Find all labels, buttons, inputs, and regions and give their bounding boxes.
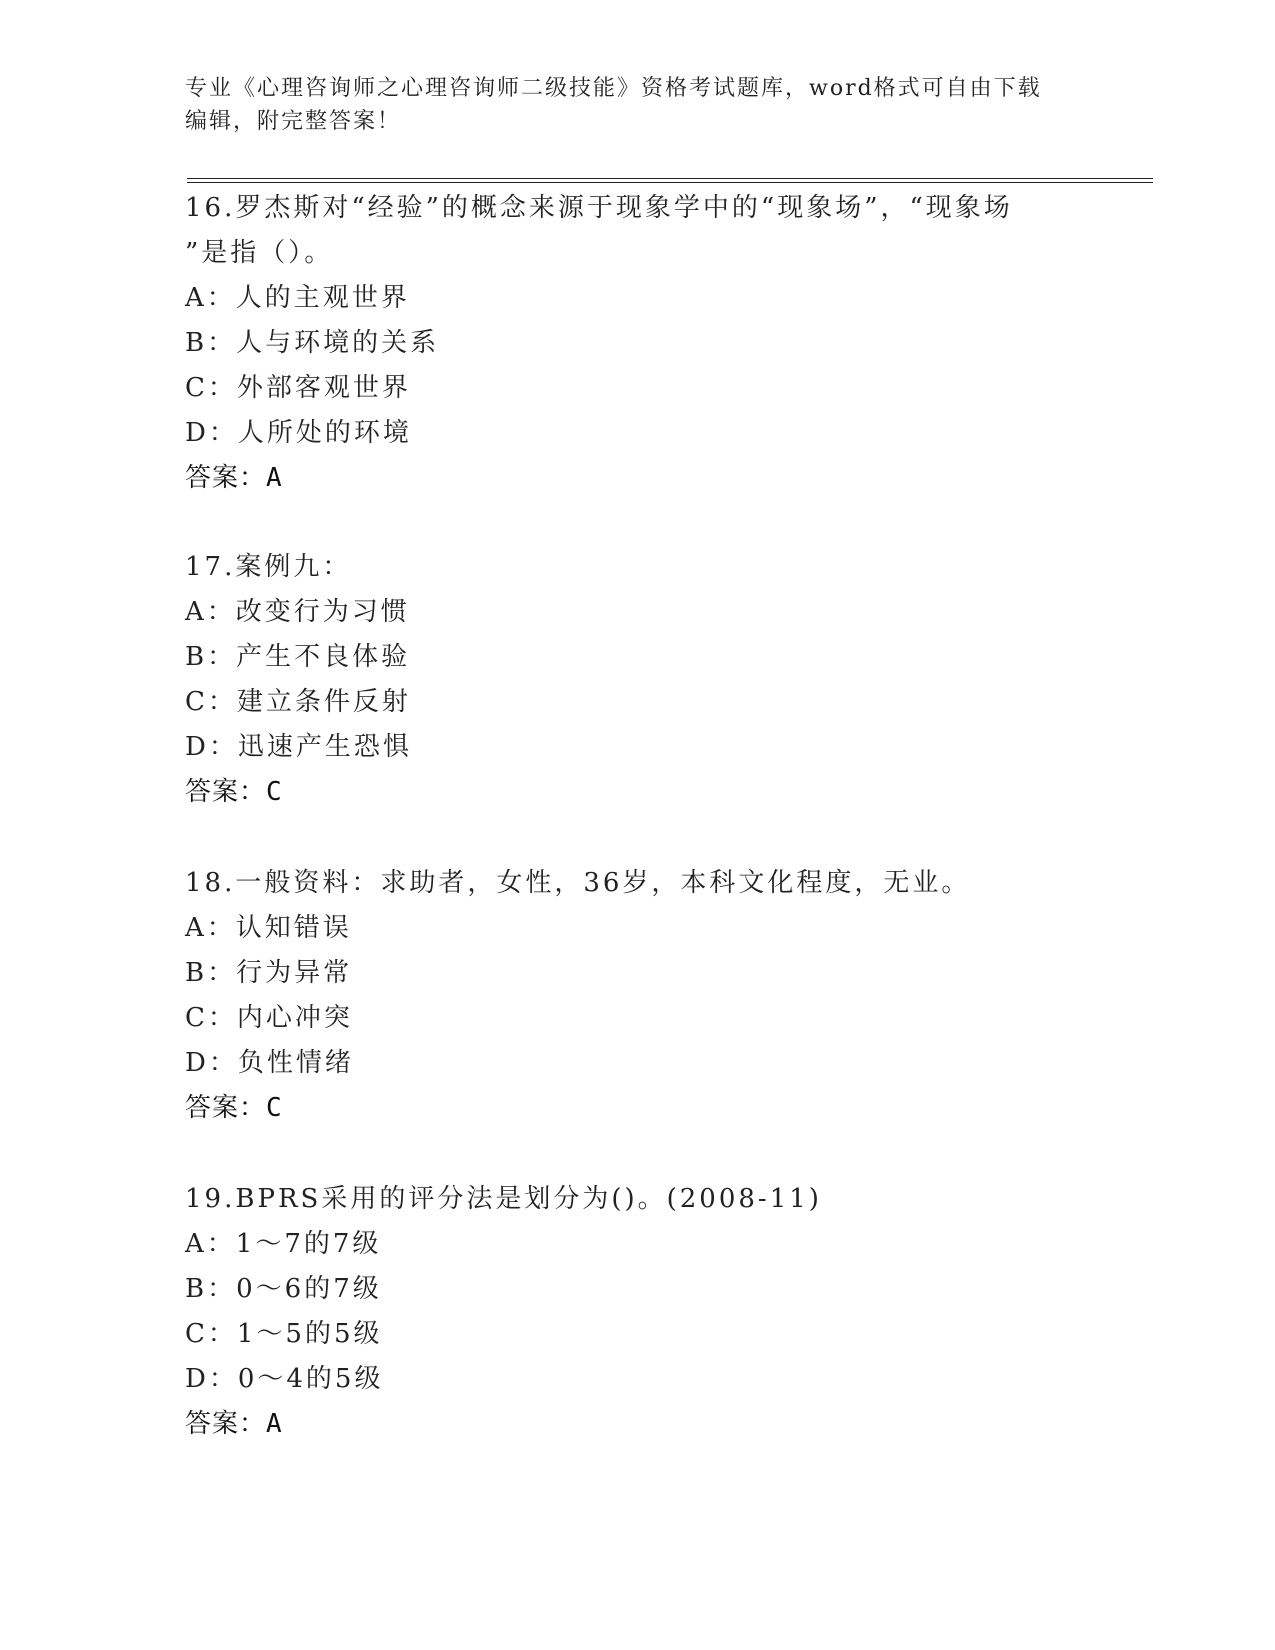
- question-stem: 19.BPRS采用的评分法是划分为()。(2008-11): [185, 1184, 822, 1214]
- option-c: C：建立条件反射: [185, 687, 411, 717]
- question-19: [185, 1177, 1085, 1447]
- option-a: A：改变行为习惯: [185, 597, 410, 627]
- option-a: A：认知错误: [185, 913, 352, 943]
- answer-label: 答案：A: [185, 1409, 283, 1439]
- option-d: D：负性情绪: [185, 1048, 354, 1078]
- document-header: [185, 72, 1065, 138]
- header-line-2: 编辑，附完整答案！: [185, 109, 402, 134]
- option-c: C：内心冲突: [185, 1003, 353, 1033]
- question-16: [185, 186, 1085, 501]
- header-divider-bottom: [187, 182, 1153, 183]
- question-stem: 17.案例九：: [185, 552, 352, 582]
- question-stem: 18.一般资料：求助者，女性，36岁，本科文化程度，无业。: [185, 868, 971, 898]
- option-d: D：迅速产生恐惧: [185, 732, 412, 762]
- question-stem-continued: ”是指（）。: [185, 238, 334, 268]
- option-b: B：0～6的7级: [185, 1274, 382, 1304]
- option-d: D：0～4的5级: [185, 1364, 384, 1394]
- header-divider-top: [187, 178, 1153, 179]
- answer-label: 答案：C: [185, 777, 283, 807]
- question-stem: 16.罗杰斯对“经验”的概念来源于现象学中的“现象场”，“现象场: [185, 193, 1013, 223]
- option-b: B：人与环境的关系: [185, 328, 440, 358]
- option-a: A：1～7的7级: [185, 1229, 382, 1259]
- question-17: [185, 545, 1085, 815]
- option-c: C：1～5的5级: [185, 1319, 383, 1349]
- option-b: B：产生不良体验: [185, 642, 411, 672]
- option-c: C：外部客观世界: [185, 373, 411, 403]
- option-d: D：人所处的环境: [185, 418, 412, 448]
- answer-label: 答案：A: [185, 463, 283, 493]
- header-line-1: 专业《心理咨询师之心理咨询师二级技能》资格考试题库，word格式可自由下载: [185, 76, 1042, 101]
- option-a: A：人的主观世界: [185, 283, 410, 313]
- question-18: [185, 861, 1085, 1131]
- answer-label: 答案：C: [185, 1093, 283, 1123]
- option-b: B：行为异常: [185, 958, 353, 988]
